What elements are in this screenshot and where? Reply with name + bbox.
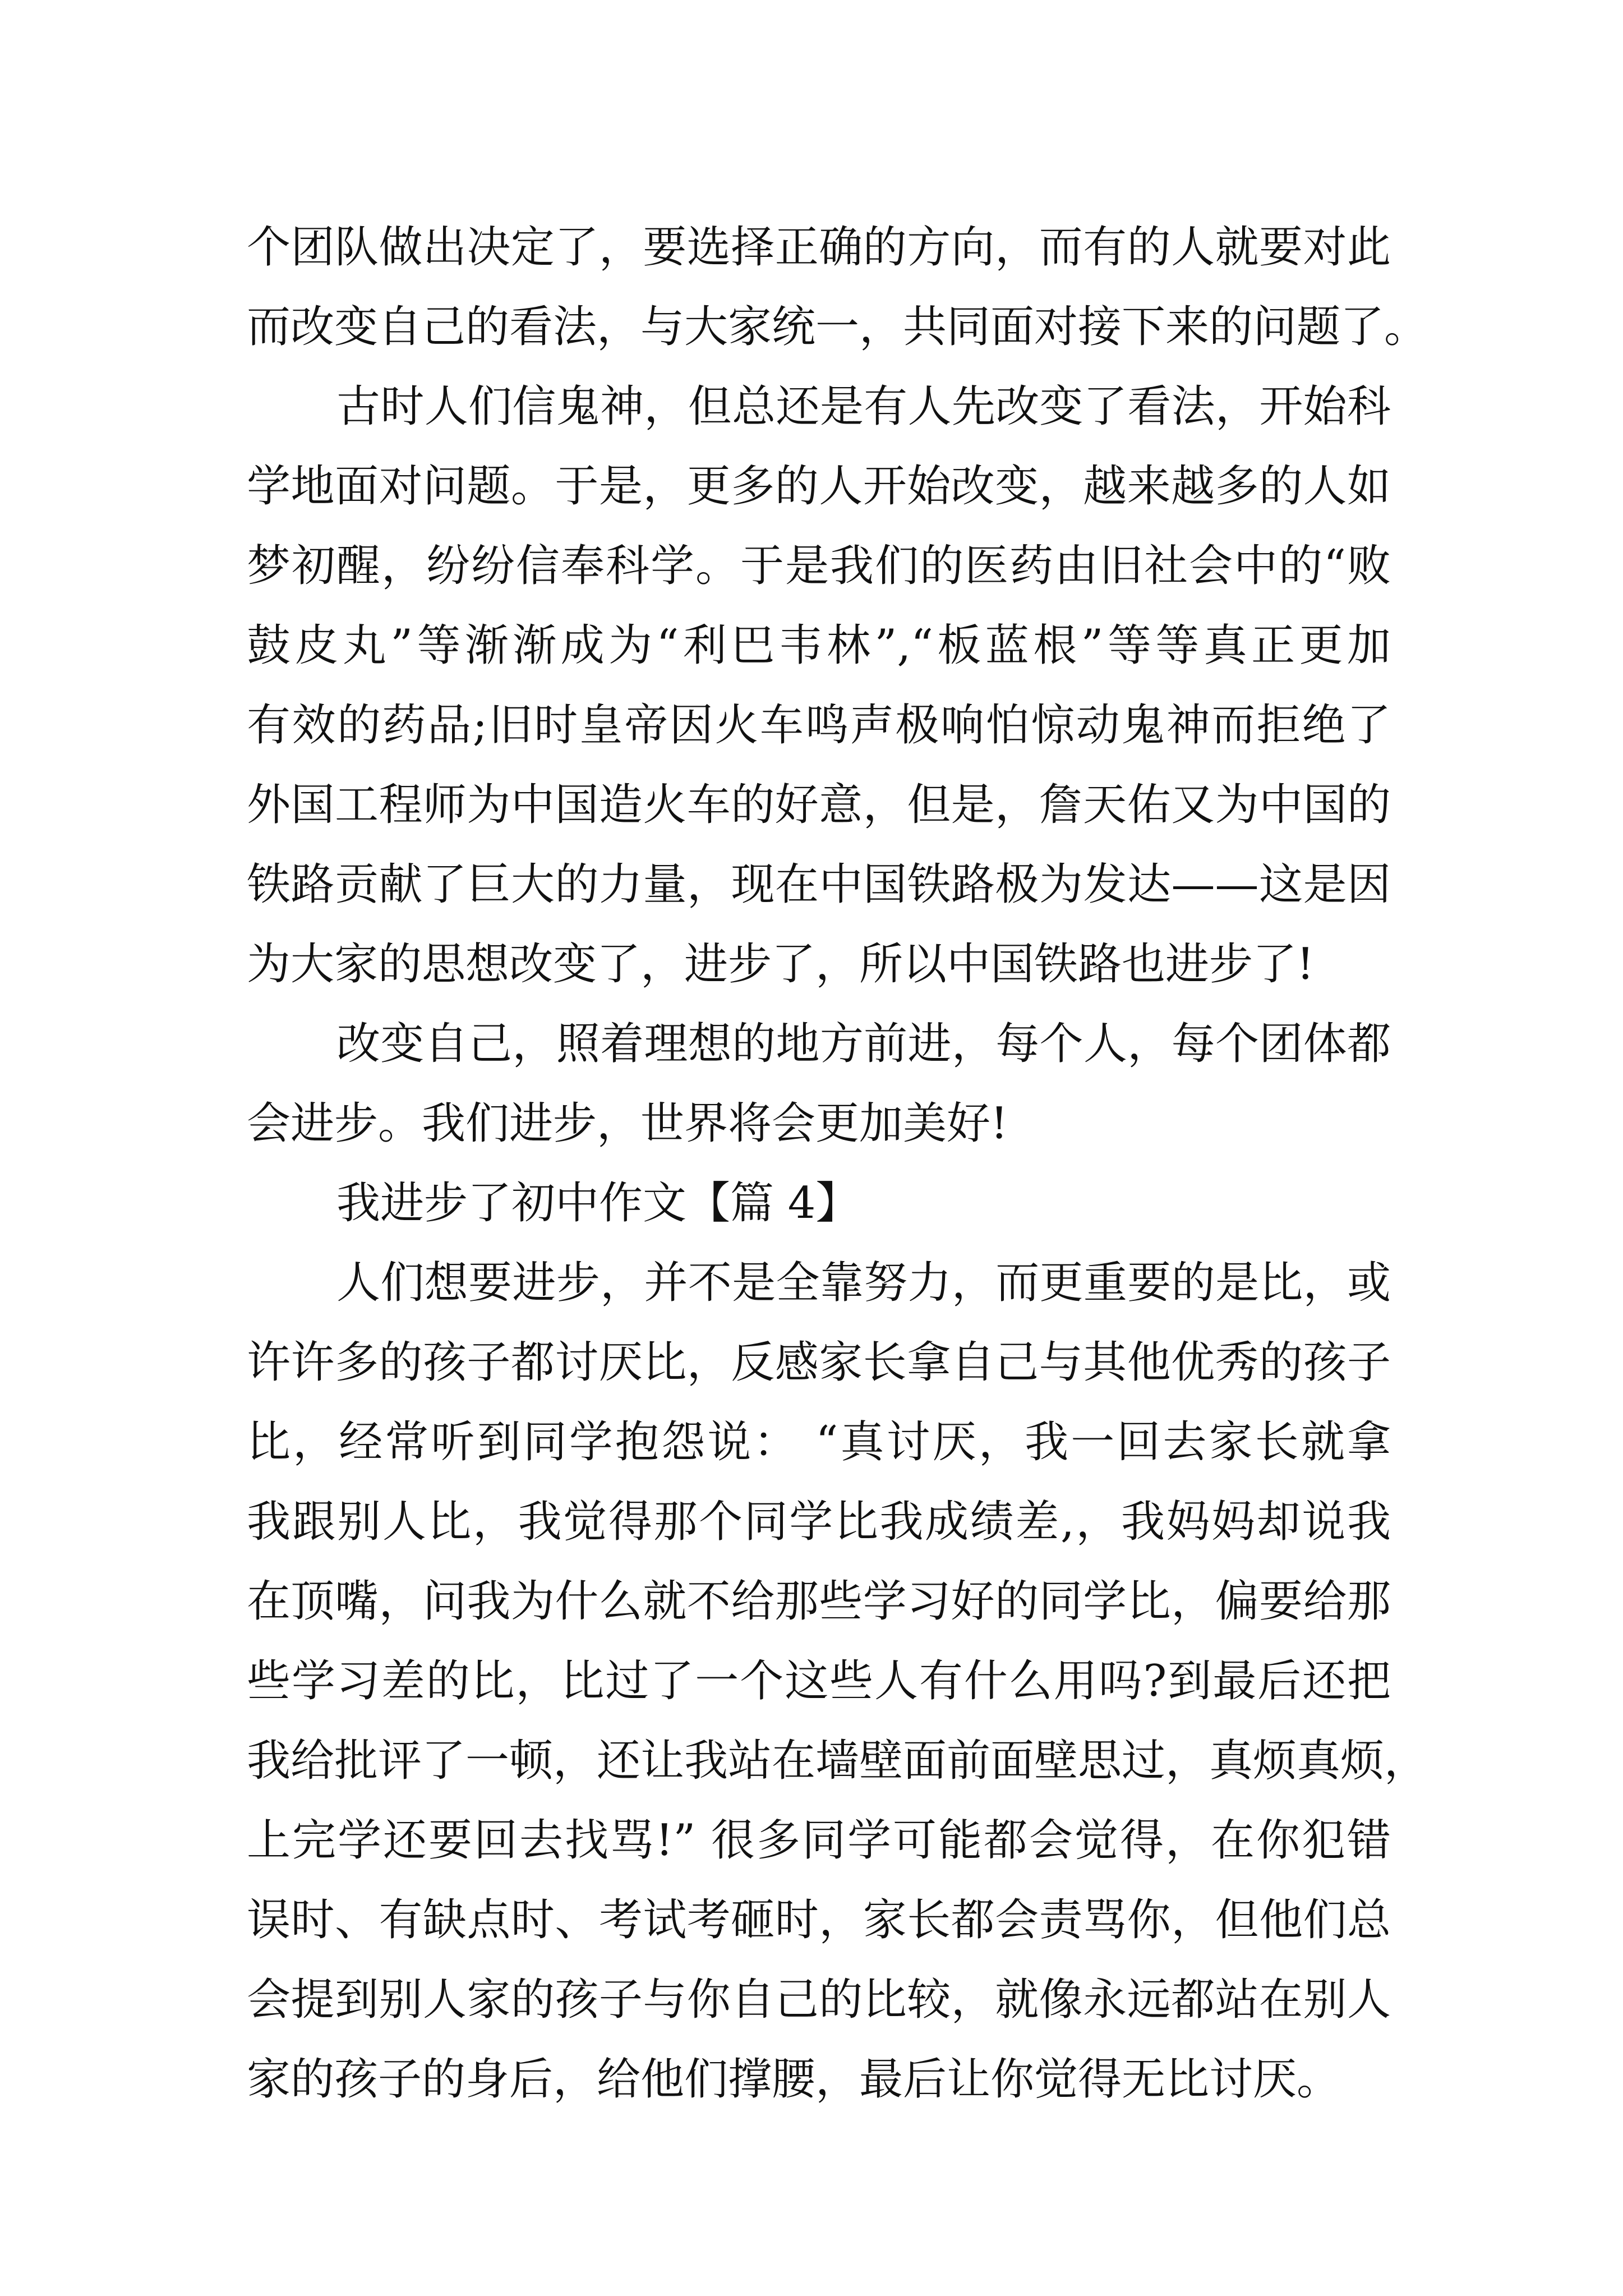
text-line: 学地面对问题。于是，更多的人开始改变，越来越多的人如 xyxy=(247,461,1391,512)
text-line: 铁路贡献了巨大的力量，现在中国铁路极为发达——这是因 xyxy=(247,859,1391,910)
text-line: 外国工程师为中国造火车的好意，但是，詹天佑又为中国的 xyxy=(247,780,1391,830)
text-line: 会提到别人家的孩子与你自己的比较，就像永远都站在别人 xyxy=(247,1975,1391,2025)
text-line: 而改变自己的看法，与大家统一，共同面对接下来的问题了。 xyxy=(247,302,1428,352)
text-line: 我跟别人比，我觉得那个同学比我成绩差,，我妈妈却说我 xyxy=(247,1497,1391,1547)
text-line: 比，经常听到同学抱怨说： “真讨厌，我一回去家长就拿 xyxy=(247,1417,1391,1467)
section-heading: 我进步了初中作文【篇 4】 xyxy=(336,1178,860,1228)
text-line: 在顶嘴，问我为什么就不给那些学习好的同学比，偏要给那 xyxy=(247,1576,1391,1627)
text-line: 鼓皮丸”等渐渐成为“利巴韦林”,“板蓝根”等等真正更加 xyxy=(247,620,1391,671)
text-line: 个团队做出决定了，要选择正确的方向，而有的人就要对此 xyxy=(247,222,1391,273)
paragraph-start-line: 古时人们信鬼神，但总还是有人先改变了看法，开始科 xyxy=(336,381,1391,432)
text-line: 我给批评了一顿，还让我站在墙壁面前面壁思过，真烦真烦， xyxy=(247,1736,1428,1786)
text-line: 许许多的孩子都讨厌比，反感家长拿自己与其他优秀的孩子 xyxy=(247,1337,1391,1388)
text-line: 会进步。我们进步，世界将会更加美好! xyxy=(247,1098,1008,1149)
text-line: 有效的药品;旧时皇帝因火车鸣声极响怕惊动鬼神而拒绝了 xyxy=(247,700,1391,751)
text-line: 些学习差的比，比过了一个这些人有什么用吗?到最后还把 xyxy=(247,1656,1391,1706)
text-line: 梦初醒，纷纷信奉科学。于是我们的医药由旧社会中的“败 xyxy=(247,541,1391,591)
text-line: 上完学还要回去找骂!” 很多同学可能都会觉得，在你犯错 xyxy=(247,1815,1391,1866)
text-line: 为大家的思想改变了，进步了，所以中国铁路也进步了! xyxy=(247,939,1315,990)
text-line: 家的孩子的身后，给他们撑腰，最后让你觉得无比讨厌。 xyxy=(247,2054,1341,2105)
paragraph-start-line: 改变自己，照着理想的地方前进，每个人，每个团体都 xyxy=(336,1019,1391,1069)
paragraph-start-line: 人们想要进步，并不是全靠努力，而更重要的是比，或 xyxy=(336,1258,1391,1308)
text-line: 误时、有缺点时、考试考砸时，家长都会责骂你，但他们总 xyxy=(247,1895,1391,1945)
